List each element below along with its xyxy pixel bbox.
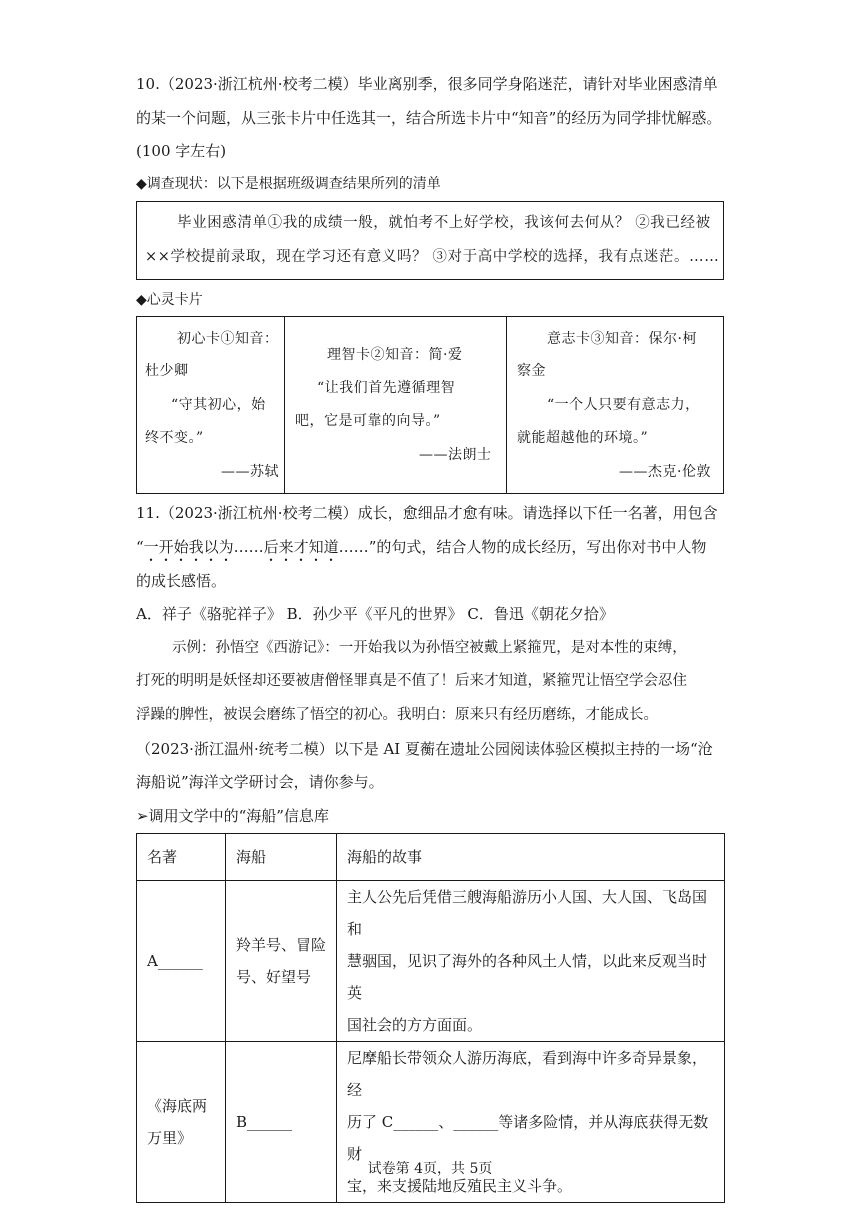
row2-book-l1: 《海底两	[147, 1097, 208, 1115]
q11-options: A．祥子《骆驼祥子》 B．孙少平《平凡的世界》 C．鲁迅《朝花夕拾》	[136, 605, 614, 623]
row2-story-l1: 尼摩船长带领众人游历海底，看到海中许多奇异景象，经	[347, 1049, 708, 1099]
header-story: 海船的故事	[337, 834, 725, 881]
q11-sentence-pattern: 一开始我以为……后来才知道……	[143, 538, 369, 556]
row1-ships-l1: 羚羊号、冒险	[236, 936, 327, 954]
card3-line3: “一个人只要有意志力，	[547, 397, 700, 413]
q11-example2: 打死的明明是妖怪却还要被唐僧怪罪真是不值了！后来才知道，紧箍咒让悟空学会忍住	[136, 673, 687, 689]
row1-story-l1: 主人公先后凭借三艘海船游历小人国、大人国、飞岛国和	[347, 888, 708, 938]
row1-story-l2: 慧骃国，见识了海外的各种风土人情，以此来反观当时英	[347, 952, 708, 1002]
card1-line5: ——苏轼	[221, 464, 279, 480]
q11-line2-rest: ”的句式，结合人物的成长经历，写出你对书中人物	[368, 538, 707, 556]
card2-line3: 吧，它是可靠的向导。”	[295, 413, 441, 429]
row2-story-l2: 历了 C______、______等诸多险情，并从海底获得无数财	[347, 1113, 709, 1163]
card1-line2: 杜少卿	[145, 363, 189, 379]
header-book: 名著	[137, 834, 226, 881]
card-1	[137, 317, 285, 493]
q10-line1: 10.（2023·浙江杭州·校考二模）毕业离别季，很多同学身陷迷茫，请针对毕业困惑清单	[136, 75, 718, 93]
library-heading: ➢调用文学中的“海船”信息库	[136, 807, 329, 825]
row2-story	[337, 1042, 725, 1203]
row1-ships-l2: 号、好望号	[236, 968, 312, 986]
table-header-row	[137, 834, 725, 881]
row2-ships: B______	[226, 1042, 337, 1203]
table-row	[137, 1042, 725, 1203]
q12-intro2: 海船说”海洋文学研讨会，请你参与。	[136, 773, 384, 791]
ship-library-table	[136, 833, 725, 1203]
survey-box	[136, 201, 724, 280]
q11-example1: 示例：孙悟空《西游记》：一开始我以为孙悟空被戴上紧箍咒，是对本性的束缚，	[172, 640, 687, 656]
q11-line3: 的成长感悟。	[136, 572, 227, 590]
card3-line2: 察金	[517, 363, 546, 379]
card2-line2: “让我们首先遵循理智	[317, 380, 456, 396]
q12-intro1: （2023·浙江温州·统考二模）以下是 AI 夏蘅在遗址公园阅读体验区模拟主持的一场“沧	[136, 740, 713, 758]
table-row	[137, 881, 725, 1042]
row2-book	[137, 1042, 226, 1203]
q11-line1: 11.（2023·浙江杭州·校考二模）成长，愈细品才愈有味。请选择以下任一名著，用包含	[136, 504, 718, 522]
q10-line2: 的某一个问题，从三张卡片中任选其一，结合所选卡片中“知音”的经历为同学排忧解惑。	[136, 109, 722, 127]
card2-line4: ——法朗士	[419, 447, 492, 463]
row2-story-l3: 宝，来支援陆地反殖民主义斗争。	[347, 1177, 573, 1195]
card1-line3: “守其初心，始	[171, 397, 266, 413]
header-ship: 海船	[226, 834, 337, 881]
q10-line3: (100 字左右)	[136, 142, 227, 160]
q11-line2	[136, 537, 706, 565]
row1-ships	[226, 881, 337, 1042]
survey-line2: ××学校提前录取，现在学习还有意义吗？ ③对于高中学校的选择，我有点迷茫。……	[145, 249, 720, 265]
survey-line1: 毕业困惑清单①我的成绩一般，就怕考不上好学校，我该何去何从？ ②我已经被	[177, 215, 711, 231]
card3-line4: 就能超越他的环境。”	[517, 430, 649, 446]
card-3	[507, 317, 723, 493]
heart-cards	[136, 316, 724, 494]
row1-story-l3: 国社会的方方面面。	[347, 1016, 483, 1034]
page-footer: 试卷第 4页，共 5页	[367, 1161, 493, 1177]
card-2	[285, 317, 507, 493]
q11-quote-open: “	[136, 538, 144, 556]
survey-heading: ◆调查现状：以下是根据班级调查结果所列的清单	[136, 176, 441, 192]
row1-book: A______	[137, 881, 226, 1042]
card2-line1: 理智卡②知音：简·爱	[327, 347, 463, 363]
q11-example3: 浮躁的脾性，被误会磨练了悟空的初心。我明白：原来只有经历磨练，才能成长。	[136, 707, 658, 723]
row2-book-l2: 万里》	[147, 1129, 193, 1147]
card3-line5: ——杰克·伦敦	[619, 464, 711, 480]
card1-line4: 终不变。”	[145, 430, 204, 446]
card1-line1: 初心卡①知音：	[177, 331, 279, 347]
cards-heading: ◆心灵卡片	[136, 292, 203, 308]
card3-line1: 意志卡③知音：保尔·柯	[547, 331, 697, 347]
row1-story	[337, 881, 725, 1042]
